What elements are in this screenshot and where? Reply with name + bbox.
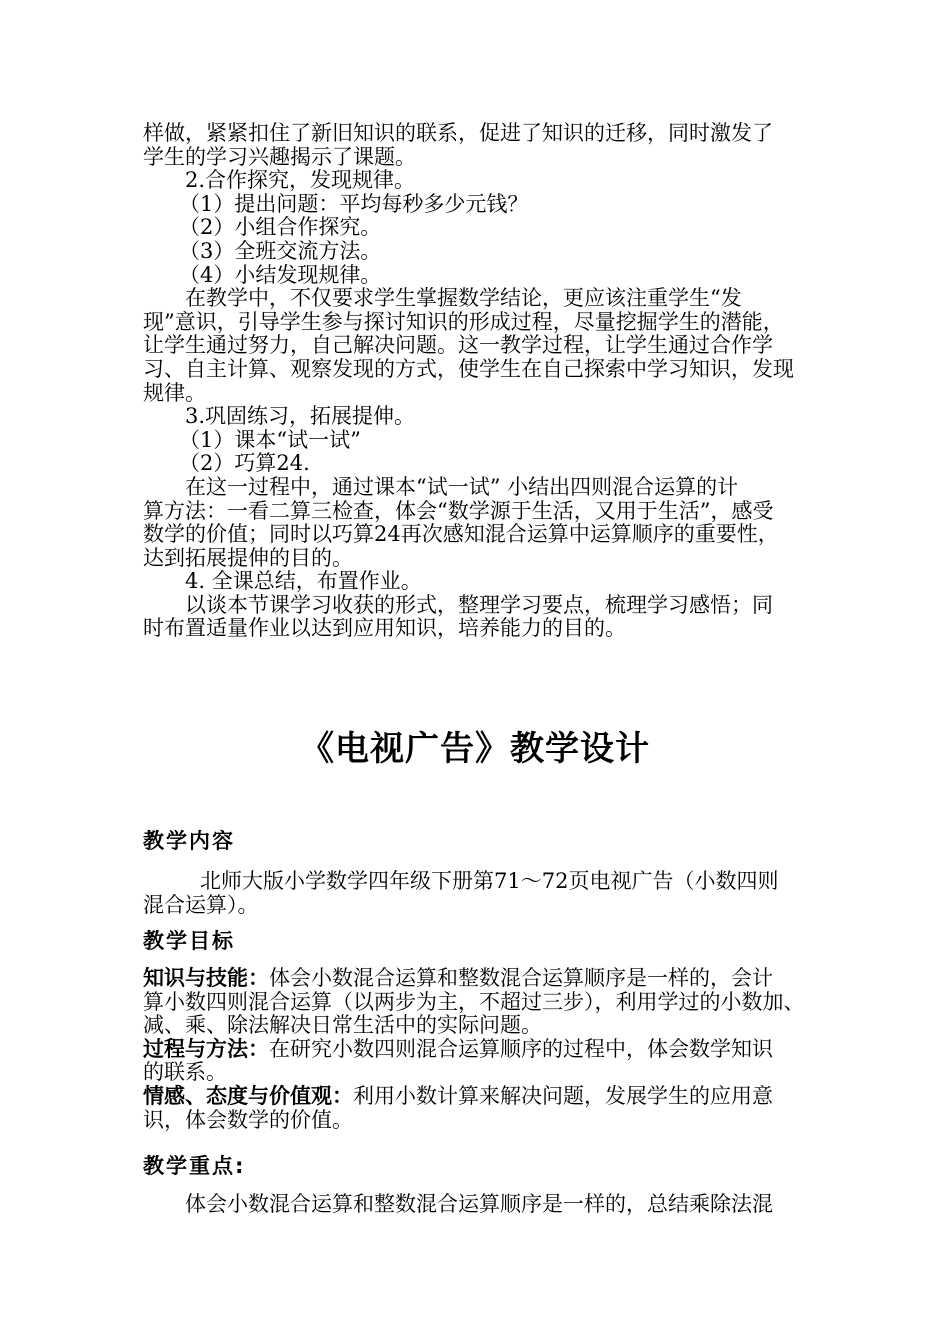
step-item: （1）课本“试一试” (179, 427, 361, 452)
step-heading: 2.合作探究，发现规律。 (185, 168, 416, 193)
section-heading: 教学重点: (143, 1154, 246, 1178)
section-continuation (143, 122, 823, 641)
paragraph-line: 体会小数混合运算和整数混合运算顺序是一样的，总结乘除法混 (185, 1192, 773, 1216)
paragraph-line: 规律。 (143, 380, 206, 405)
step-heading: 3.巩固练习，拓展提伸。 (185, 404, 416, 429)
paragraph-line: 时布置适量作业以达到应用知识，培养能力的目的。 (143, 616, 626, 641)
paragraph-line: 样做，紧紧扣住了新旧知识的联系，促进了知识的迁移，同时激发了 (143, 121, 773, 145)
paragraph-line: 算小数四则混合运算（以两步为主，不超过三步），利用学过的小数加、 (143, 989, 805, 1014)
paragraph-line: 在教学中，不仅要求学生掌握数学结论，更应该注重学生“发 (185, 286, 742, 311)
teaching-focus-section (143, 1153, 833, 1217)
goal-text: 在研究小数四则混合运算顺序的过程中，体会数学知识 (269, 1036, 773, 1061)
goal-label: 过程与方法： (143, 1036, 269, 1061)
step-heading: 4. 全课总结，布置作业。 (185, 569, 422, 594)
step-item: （2）小组合作探究。 (179, 215, 382, 240)
goal-knowledge (143, 967, 833, 991)
paragraph-line: 的联系。 (143, 1060, 227, 1085)
goal-label: 知识与技能： (143, 966, 269, 990)
step-item: （4）小结发现规律。 (179, 262, 382, 287)
teaching-goals-section (143, 928, 833, 1132)
paragraph-line: 识，体会数学的价值。 (143, 1107, 353, 1132)
step-item: （1）提出问题：平均每秒多少元钱？ (179, 191, 529, 216)
goal-text: 体会小数混合运算和整数混合运算顺序是一样的，会计 (269, 966, 773, 990)
paragraph-line: 混合运算）。 (143, 892, 259, 917)
section-heading: 教学目标 (143, 929, 235, 953)
paragraph-line: 算方法：一看二算三检查，体会“数学源于生活，又用于生活”，感受 (143, 498, 774, 523)
step-item: （2）巧算24. (179, 451, 310, 476)
document-title: 《电视广告》教学设计 (300, 729, 650, 769)
paragraph-line: 北师大版小学数学四年级下册第71～72页电视广告（小数四则 (200, 869, 779, 893)
paragraph-line: 达到拓展提伸的目的。 (143, 545, 353, 570)
paragraph-line: 以谈本节课学习收获的形式，整理学习要点，梳理学习感悟；同 (185, 592, 773, 617)
paragraph-line: 数学的价值；同时以巧算24再次感知混合运算中运算顺序的重要性， (143, 522, 779, 547)
paragraph-line: 学生的学习兴趣揭示了课题。 (143, 144, 416, 169)
goal-process (143, 1038, 833, 1062)
paragraph-line: 减、乘、除法解决日常生活中的实际问题。 (143, 1013, 542, 1038)
paragraph-line: 让学生通过努力，自己解决问题。这一教学过程，让学生通过合作学 (143, 333, 773, 358)
teaching-content-section (143, 828, 833, 917)
goal-label: 情感、态度与价值观： (143, 1083, 353, 1108)
paragraph-line: 现”意识，引导学生参与探讨知识的形成过程，尽量挖掘学生的潜能， (143, 309, 784, 334)
paragraph-line: 习、自主计算、观察发现的方式，使学生在自己探索中学习知识，发现 (143, 356, 794, 381)
goal-text: 利用小数计算来解决问题，发展学生的应用意 (353, 1083, 773, 1108)
goal-emotion (143, 1085, 833, 1109)
paragraph-line: 在这一过程中，通过课本“试一试” 小结出四则混合运算的计 (185, 474, 739, 499)
step-item: （3）全班交流方法。 (179, 238, 382, 263)
section-heading: 教学内容 (143, 829, 235, 853)
